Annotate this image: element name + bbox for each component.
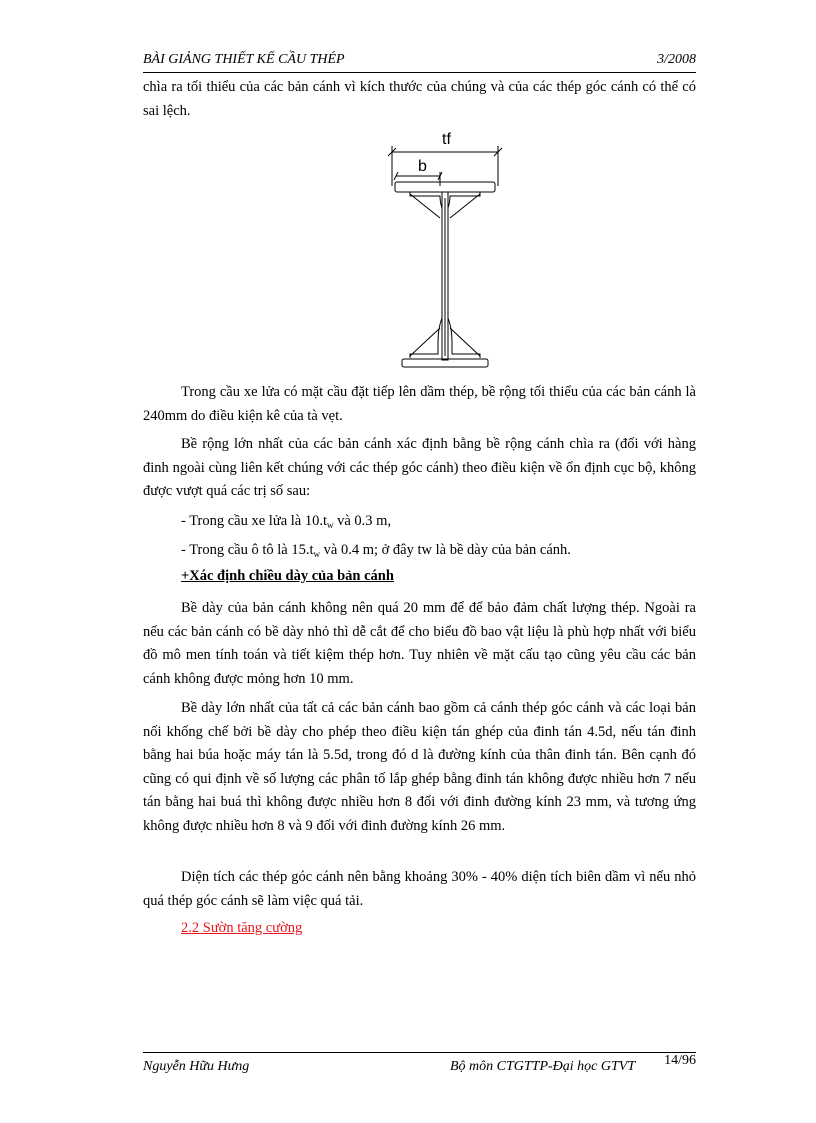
footer-department: Bộ môn CTGTTP-Đại học GTVT (450, 1059, 636, 1074)
page-number: 14/96 (664, 1053, 696, 1068)
header-title: BÀI GIẢNG THIẾT KẾ CẦU THÉP (143, 52, 345, 67)
page-header (143, 50, 696, 73)
paragraph-5: Diện tích các thép góc cánh nên bằng khoảng 30% - 40% diện tích biên dầm vì nếu nhỏ quá thép góc cánh sẽ làm việc quá tải. (143, 869, 696, 909)
paragraph-1: Trong cầu xe lửa có mặt cầu đặt tiếp lên dầm thép, bề rộng tối thiểu của các bản cánh là 240mm do điều kiện kê của tà vẹt. (143, 384, 696, 424)
list-item-1: - Trong cầu xe lửa là $10.t_w$ và 0.3 m, (181, 513, 392, 530)
list-item-2: - Trong cầu ô tô là $15.t_w$ và 0.4 m; ở đây tw là bề dày của bản cánh. (181, 542, 571, 559)
tf-label: tf (442, 131, 451, 148)
b-label: b (418, 158, 427, 175)
paragraph-4: Bề dày lớn nhất của tất cả các bản cánh bao gồm cả cánh thép góc cánh và các loại bản nối khống chế bởi bề dày cho phép theo điều kiện tán ghép của đinh tán 4.5d, nếu tán đinh bằng hai búa hoặc máy tán là 5.5d, trong đó d là đường kính của thân đinh tán. Bên cạnh đó cũng có qui định về số lượng các phân tố lắp ghép bằng đinh tán không được nhiều hơn 7 nếu tán bằng hai buá thì không được nhiều hơn 8 đối với đinh đường kính 23 mm, và tương ứng không được nhiều hơn 8 và 9 đối với đinh đường kính 26 mm. (143, 700, 696, 834)
header-date: 3/2008 (657, 52, 696, 67)
footer-author: Nguyễn Hữu Hưng (143, 1059, 250, 1074)
paragraph-0: chìa ra tối thiểu của các bản cánh vì kích thước của chúng và của các thép góc cánh có thể có sai lệch. (143, 79, 696, 119)
i-beam-figure (380, 128, 510, 373)
paragraph-2: Bề rộng lớn nhất của các bản cánh xác định bằng bề rộng cánh chìa ra (đối với hàng đinh ngoài cùng liên kết chúng với các thép góc cánh) theo điều kiện về ổn định cục bộ, không được vượt quá các trị số sau: (143, 436, 696, 499)
subheading: +Xác định chiều dày của bản cánh (181, 568, 394, 584)
top-flange-plate (395, 182, 495, 192)
paragraph-3: Bề dày của bản cánh không nên quá 20 mm để để bảo đảm chất lượng thép. Ngoài ra nếu các bản cánh có bề dày nhỏ thì dễ cắt để cho biểu đồ bao vật liệu là phù hợp nhất với biểu đồ mô men tính toán và tiết kiệm thép hơn. Tuy nhiên về mặt cấu tạo cũng yêu cầu các bản cánh không được mỏng hơn 10 mm. (143, 600, 696, 687)
page-footer (143, 1052, 696, 1083)
section-heading[interactable]: 2.2 Sườn tăng cường (181, 920, 303, 936)
